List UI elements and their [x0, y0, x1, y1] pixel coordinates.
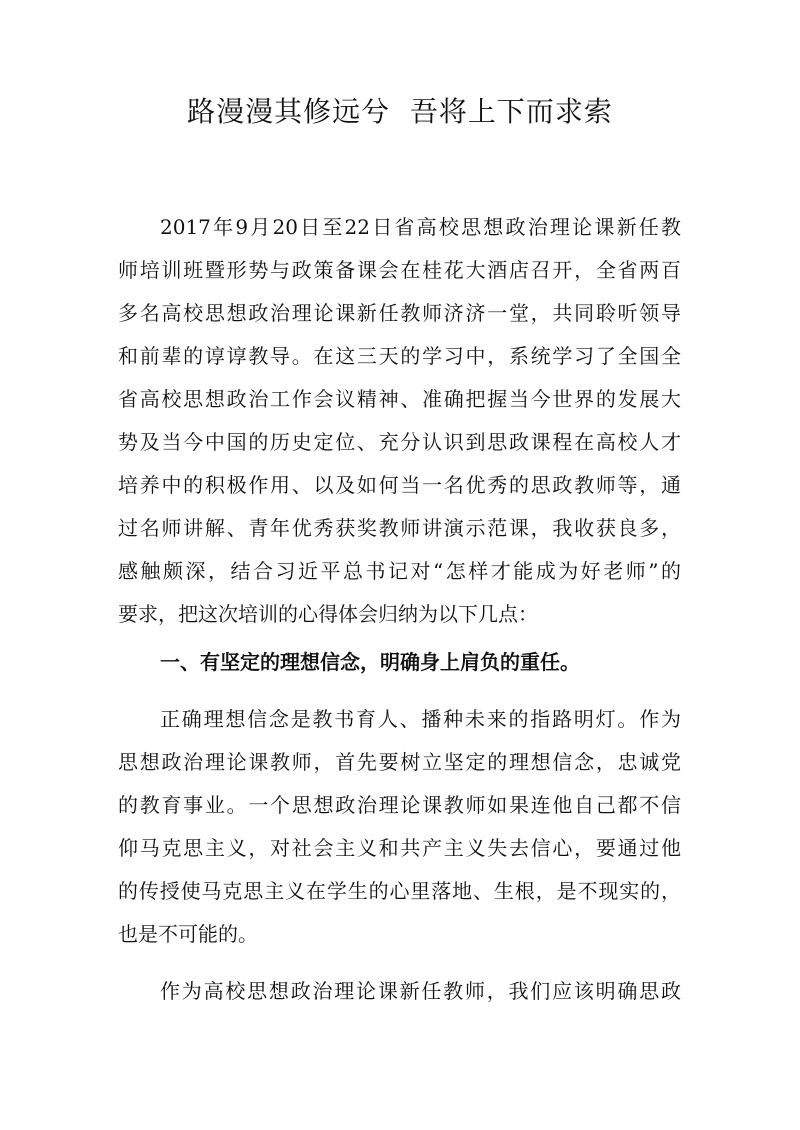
paragraph-1-line: 过名师讲解、青年优秀获奖教师讲演示范课，我收获良多，	[118, 516, 681, 540]
paragraph-1-line: 势及当今中国的历史定位、充分认识到思政课程在高校人才	[118, 430, 681, 454]
paragraph-2-line: 思想政治理论课教师，首先要树立坚定的理想信念，忠诚党	[118, 750, 681, 774]
paragraph-1-line: 省高校思想政治工作会议精神、准确把握当今世界的发展大	[118, 387, 681, 411]
paragraph-1-line: 多名高校思想政治理论课新任教师济济一堂，共同聆听领导	[118, 301, 681, 325]
paragraph-1-line: 师培训班暨形势与政策备课会在桂花大酒店召开，全省两百	[118, 258, 681, 282]
document-title: 路漫漫其修远兮 吾将上下而求索	[187, 95, 613, 128]
paragraph-1-line: 感触颇深，结合习近平总书记对“怎样才能成为好老师”的	[118, 559, 681, 583]
section-heading-1: 一、有坚定的理想信念，明确身上肩负的重任。	[160, 650, 580, 674]
paragraph-2-line: 的传授使马克思主义在学生的心里落地、生根，是不现实的，	[118, 879, 681, 903]
paragraph-2-line: 仰马克思主义，对社会主义和共产主义失去信心，要通过他	[118, 836, 681, 860]
paragraph-2-line: 的教育事业。一个思想政治理论课教师如果连他自己都不信	[118, 793, 681, 817]
paragraph-2-line: 也是不可能的。	[118, 922, 258, 946]
paragraph-1-line: 2017年9月20日至22日省高校思想政治理论课新任教	[160, 215, 681, 239]
paragraph-3-line: 作为高校思想政治理论课新任教师，我们应该明确思政	[160, 979, 681, 1003]
paragraph-2-line: 正确理想信念是教书育人、播种未来的指路明灯。作为	[160, 707, 681, 731]
paragraph-1-line: 和前辈的谆谆教导。在这三天的学习中，系统学习了全国全	[118, 344, 681, 368]
paragraph-1-line: 要求，把这次培训的心得体会归纳为以下几点：	[118, 602, 538, 626]
paragraph-1-line: 培养中的积极作用、以及如何当一名优秀的思政教师等，通	[118, 473, 681, 497]
